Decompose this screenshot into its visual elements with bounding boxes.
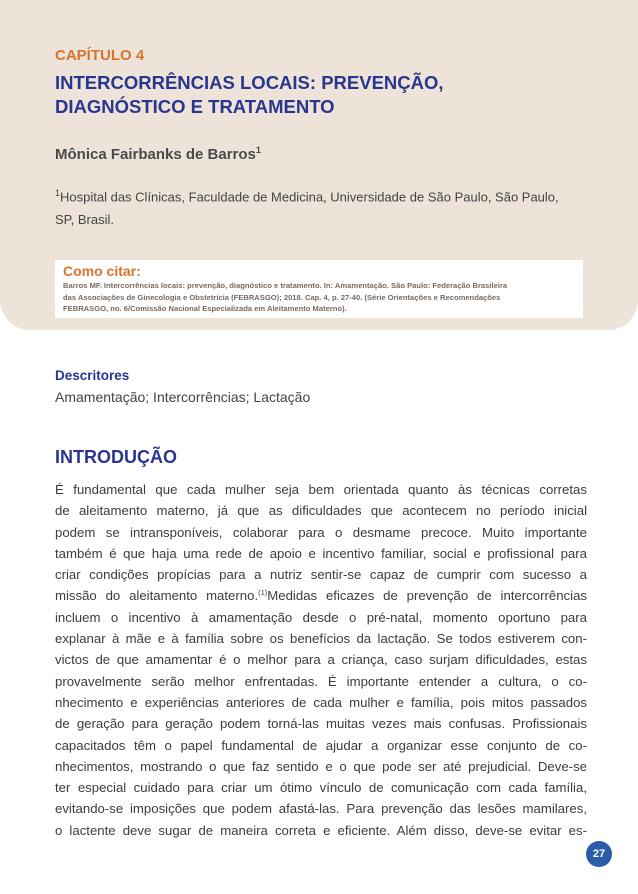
reference-marker[interactable]: (1): [258, 588, 268, 598]
chapter-header-panel: [0, 0, 638, 330]
paragraph-line: incluem o incentivo à amamentação desde o pré-natal, momento oportuno para: [55, 609, 587, 625]
paragraph-line: ter especial cuidado para criar um ótimo vínculo de comunicação com cada família,: [55, 780, 587, 796]
affiliation: [55, 182, 580, 231]
author-name: Mônica Fairbanks de Barros: [55, 146, 256, 163]
citation-box: [55, 260, 583, 318]
citation-text: [63, 280, 575, 315]
chapter-title-line-1: INTERCORRÊNCIAS LOCAIS: PREVENÇÃO,: [55, 72, 444, 93]
paragraph-line: É fundamental que cada mulher seja bem orientada quanto às técnicas corretas: [55, 482, 587, 497]
paragraph-line: nhecimentos, mostrando o que faz sentido e o que pode ser até prejudicial. Deve-se: [55, 758, 587, 774]
citation-line: FEBRASGO, no. 6/Comissão Nacional Especializada em Aleitamento Materno).: [63, 304, 347, 314]
paragraph-line-with-reference: [55, 585, 587, 606]
chapter-title: [55, 71, 575, 119]
section-heading-introduction: INTRODUÇÃO: [55, 447, 177, 467]
paragraph-line: provavelmente serão melhor enfrentadas. É importante entender a cultura, o co-: [55, 673, 587, 689]
paragraph-line: criar condições propícias para a nutriz sentir-se capaz de cumprir com sucesso a: [55, 567, 587, 583]
affiliation-text: Hospital das Clínicas, Faculdade de Medicina, Universidade de São Paulo, São Paulo, SP, Brasil.: [55, 189, 559, 228]
paragraph-line: de geração para geração podem torná-las muitas vezes mais confusas. Profissionais: [55, 716, 587, 732]
paragraph-line-part: Medidas eficazes de prevenção de intercorrências: [267, 588, 587, 604]
paragraph-line: nhecimento e experiências anteriores de cada mulher e família, pois mitos passados: [55, 694, 587, 710]
descriptors-text: Amamentação; Intercorrências; Lactação: [55, 389, 311, 405]
affiliation-marker: 1: [55, 188, 61, 198]
paragraph-line-part: missão do aleitamento materno.: [55, 588, 259, 604]
chapter-title-line-2: DIAGNÓSTICO E TRATAMENTO: [55, 96, 335, 117]
page-number-badge: 27: [586, 841, 612, 867]
citation-line: das Associações de Ginecologia e Obstetrícia (FEBRASGO); 2018. Cap. 4, p. 27-40. (Série Orientações e Recomendações: [63, 292, 501, 302]
paragraph-line: o lactente deve sugar de maneira correta e eficiente. Além disso, deve-se evitar es-: [55, 822, 587, 838]
chapter-label: CAPÍTULO 4: [55, 47, 145, 64]
author-affiliation-marker: 1: [255, 145, 261, 155]
paragraph-line: de aleitamento materno, já que as dificuldades que acontecem no período inicial: [55, 503, 587, 519]
descriptors-label: Descritores: [55, 368, 130, 383]
paragraph-line: victos de que amamentar é o melhor para a criança, caso surjam dificuldades, estas: [55, 652, 587, 668]
paragraph-line: explanar à mãe e à família sobre os benefícios da lactação. Se todos estiverem con-: [55, 631, 587, 647]
citation-title: Como citar:: [63, 263, 141, 279]
paragraph-line: podem se intransponíveis, colaborar para o desmame precoce. Muito importante: [55, 524, 587, 540]
paragraph-line: também é que haja uma rede de apoio e incentivo familiar, social e profissional para: [55, 545, 587, 561]
paragraph-line: capacitados têm o papel fundamental de ajudar a organizar esse conjunto de co-: [55, 737, 587, 753]
citation-line: Barros MF. Intercorrências locais: prevenção, diagnóstico e tratamento. In: Amamentação. São Paulo: Federação Brasileira: [63, 281, 508, 290]
author: [55, 145, 261, 163]
paragraph-line: evitando-se imposições que podem afastá-las. Para prevenção das lesões mamilares,: [55, 801, 587, 817]
introduction-body: [55, 479, 587, 841]
